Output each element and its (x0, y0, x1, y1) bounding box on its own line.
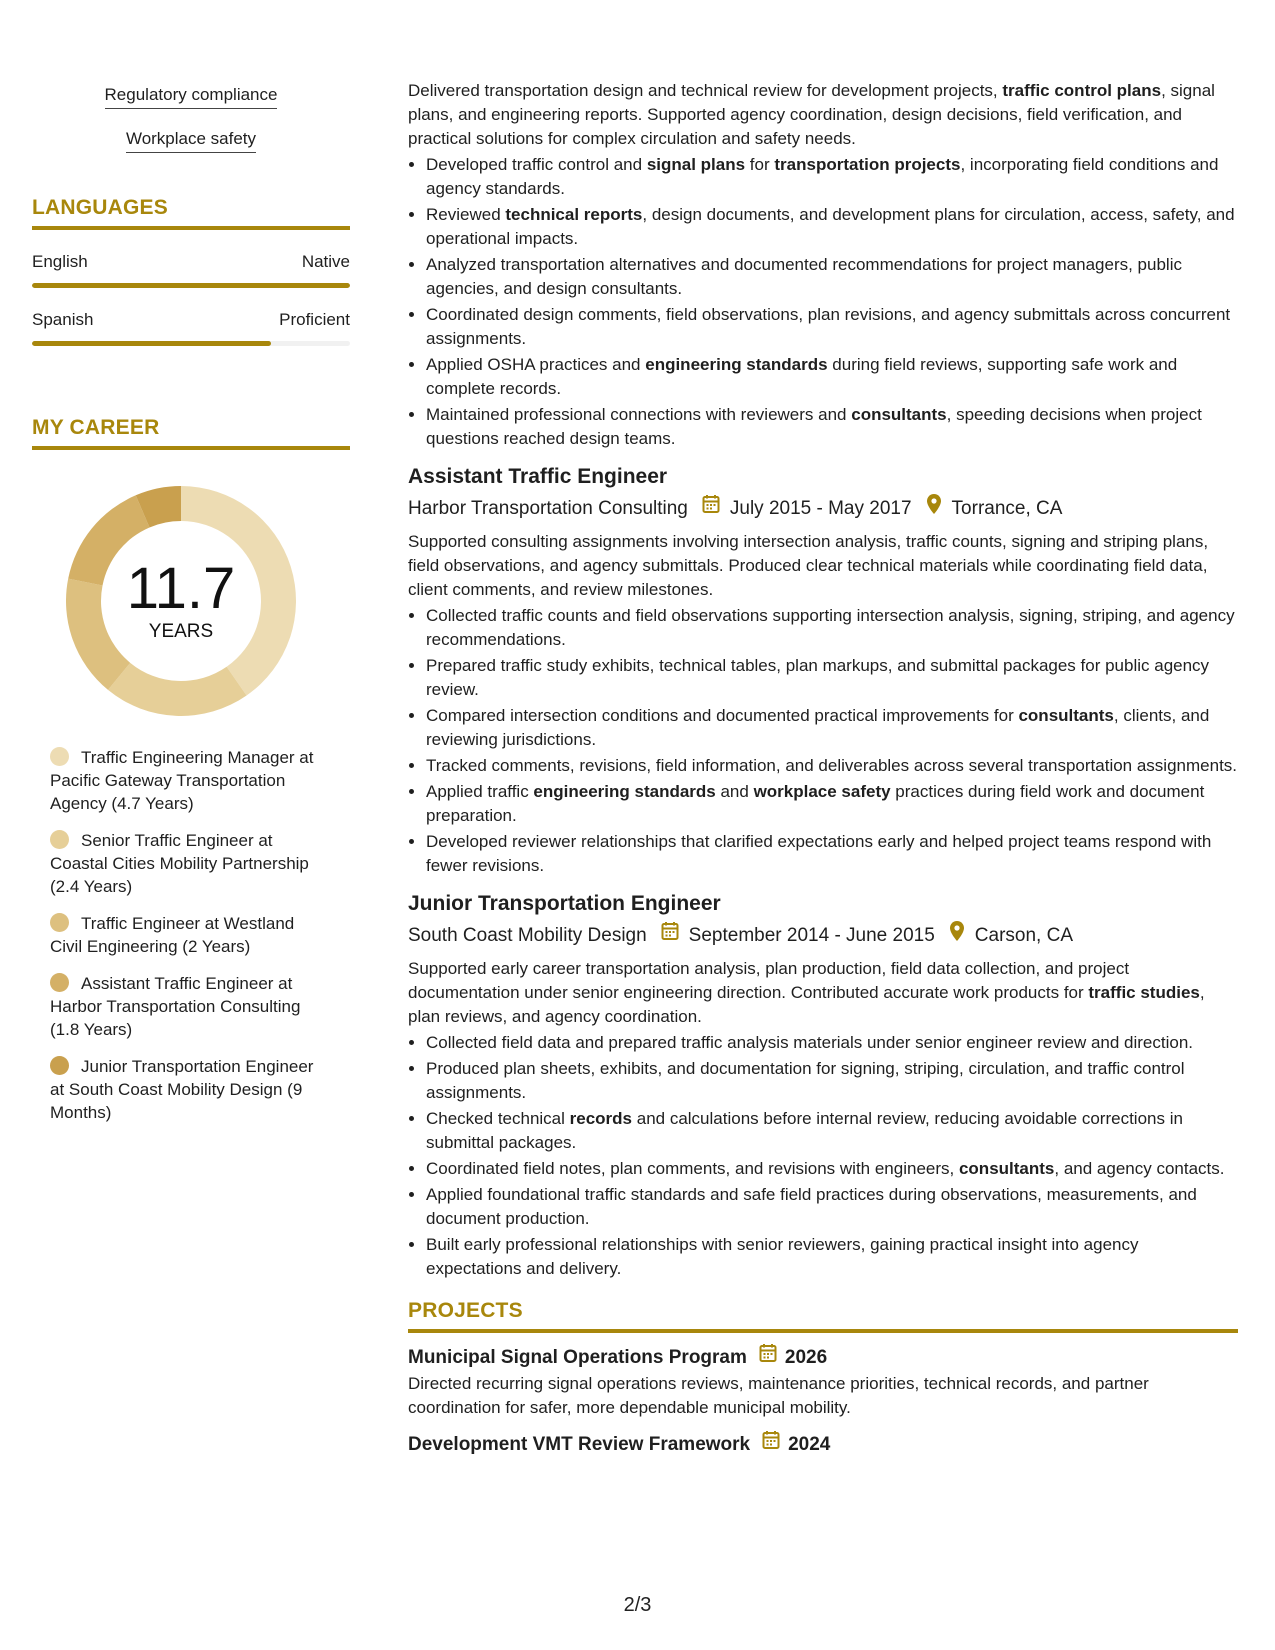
skills-list (32, 84, 350, 172)
project-item (408, 1430, 1238, 1459)
legend-label: Senior Traffic Engineer at Coastal Cities Mobility Partnership (2.4 Years) (50, 831, 309, 896)
career-legend-item (50, 912, 320, 958)
project-year: 2026 (784, 1346, 828, 1368)
career-legend-item (50, 1055, 320, 1124)
bullet-item: • Tracked comments, revisions, field information, and deliverables across several transportation assignments. (426, 754, 1238, 778)
language-spanish (32, 310, 350, 346)
language-level-bar (32, 341, 350, 346)
languages-heading: LANGUAGES (32, 196, 350, 230)
experience-item (408, 463, 1238, 878)
bullet-item: • Applied foundational traffic standards and safe field practices during observations, measurements, and document production. (426, 1183, 1238, 1231)
highlight-keyword: consultants (851, 405, 947, 424)
map-pin-icon (926, 493, 942, 524)
bullet-item: • Analyzed transportation alternatives and documented recommendations for project managers, public agencies, and design consultants. (426, 253, 1238, 301)
legend-label: Traffic Engineering Manager at Pacific Gateway Transportation Agency (4.7 Years) (50, 748, 314, 813)
job-location: Carson, CA (974, 924, 1073, 946)
role-summary: Delivered transportation design and technical review for development projects, traffic control plans, signal plans, and engineering reports. Supported agency coordination, design decisions, field verification, and practical solutions for complex circulation and safety needs. (408, 81, 1215, 148)
company-name: Harbor Transportation Consulting (408, 497, 688, 519)
project-description: Directed recurring signal operations reviews, maintenance priorities, technical records, and partner coordination for safer, more dependable municipal mobility. (408, 1374, 1149, 1417)
experience-item (408, 890, 1238, 1281)
main-content (408, 79, 1238, 1459)
bullet-item: • Applied OSHA practices and engineering standards during field reviews, supporting safe work and complete records. (426, 353, 1238, 401)
language-level-fill (32, 283, 350, 288)
career-total-unit: YEARS (148, 621, 214, 642)
job-meta (408, 493, 1238, 524)
career-donut-chart (66, 486, 296, 716)
experience-list (408, 463, 1238, 1281)
highlight-keyword: workplace safety (753, 782, 891, 801)
bullet-item: • Collected field data and prepared traffic analysis materials under senior engineer review and direction. (426, 1031, 1238, 1055)
job-bullets (408, 604, 1238, 878)
language-name: English (32, 252, 88, 271)
highlight-keyword: consultants (1018, 706, 1114, 725)
job-title: Junior Transportation Engineer (408, 892, 721, 915)
language-english (32, 252, 350, 288)
job-summary: Supported early career transportation analysis, plan production, field data collection, and project documentation under senior engineering direction. Contributed accurate work products for traffic studies, plan reviews, and agency coordination. (408, 959, 1205, 1026)
sidebar (32, 84, 350, 1138)
bullet-item: • Reviewed technical reports, design documents, and development plans for circulation, access, safety, and operational impacts. (426, 203, 1238, 251)
career-legend-item (50, 972, 320, 1041)
bullet-item: • Developed reviewer relationships that clarified expectations early and helped project teams respond with fewer revisions. (426, 830, 1238, 878)
highlight-keyword: signal plans (646, 155, 746, 174)
bullet-item: • Applied traffic engineering standards and workplace safety practices during field work and document preparation. (426, 780, 1238, 828)
career-legend-item (50, 746, 320, 815)
project-item (408, 1343, 1238, 1420)
bullet-item: • Checked technical records and calculations before internal review, reducing avoidable corrections in submittal packages. (426, 1107, 1238, 1155)
language-level: Native (301, 252, 350, 271)
legend-swatch (50, 830, 69, 849)
career-total-years: 11.7 (126, 556, 236, 621)
highlight-keyword: transportation projects (774, 155, 961, 174)
bullet-item: • Coordinated field notes, plan comments, and revisions with engineers, consultants, and agency contacts. (426, 1157, 1238, 1181)
project-name: Development VMT Review Framework (408, 1433, 751, 1455)
bullet-item: • Maintained professional connections with reviewers and consultants, speeding decisions when project questions reached design teams. (426, 403, 1238, 451)
career-heading: MY CAREER (32, 416, 350, 450)
legend-swatch (50, 747, 69, 766)
career-legend-item (50, 829, 320, 898)
bullet-item: • Built early professional relationships with senior reviewers, gaining practical insight into agency expectations and delivery. (426, 1233, 1238, 1281)
legend-swatch (50, 973, 69, 992)
bullet-item: • Collected traffic counts and field observations supporting intersection analysis, signing, striping, and agency recommendations. (426, 604, 1238, 652)
highlight-keyword: technical reports (505, 205, 643, 224)
company-name: South Coast Mobility Design (408, 924, 647, 946)
project-heading (408, 1430, 1238, 1459)
project-heading (408, 1343, 1238, 1372)
calendar-icon (661, 921, 679, 950)
job-bullets (408, 1031, 1238, 1281)
language-level: Proficient (279, 310, 350, 329)
legend-label: Assistant Traffic Engineer at Harbor Transportation Consulting (1.8 Years) (50, 974, 301, 1039)
highlight-keyword: engineering standards (645, 355, 828, 374)
legend-label: Junior Transportation Engineer at South Coast Mobility Design (9 Months) (50, 1057, 314, 1122)
map-pin-icon (949, 920, 965, 951)
bullet-item: • Coordinated design comments, field observations, plan revisions, and agency submittals across concurrent assignments. (426, 303, 1238, 351)
calendar-icon (759, 1343, 777, 1372)
role-bullets (408, 153, 1238, 451)
language-level-fill (32, 341, 271, 346)
bullet-item: • Produced plan sheets, exhibits, and documentation for signing, striping, circulation, and traffic control assignments. (426, 1057, 1238, 1105)
legend-label: Traffic Engineer at Westland Civil Engineering (2 Years) (50, 914, 295, 956)
legend-swatch (50, 913, 69, 932)
skill-item: Workplace safety (126, 128, 256, 153)
calendar-icon (702, 494, 720, 523)
job-dates: July 2015 - May 2017 (729, 497, 912, 519)
highlight-keyword: records (569, 1109, 633, 1128)
projects-list (408, 1343, 1238, 1459)
highlight-keyword: traffic studies (1088, 983, 1200, 1002)
bullet-item: • Compared intersection conditions and documented practical improvements for consultants, clients, and reviewing jurisdictions. (426, 704, 1238, 752)
language-level-bar (32, 283, 350, 288)
bullet-item: • Prepared traffic study exhibits, technical tables, plan markups, and submittal packages for public agency review. (426, 654, 1238, 702)
job-dates: September 2014 - June 2015 (688, 924, 935, 946)
job-summary: Supported consulting assignments involving intersection analysis, traffic counts, signing and striping plans, field observations, and agency submittals. Produced clear technical materials while coordinating field data, client comments, and review milestones. (408, 532, 1209, 599)
highlight-keyword: consultants (958, 1159, 1055, 1178)
project-name: Municipal Signal Operations Program (408, 1346, 747, 1368)
legend-swatch (50, 1056, 69, 1075)
career-legend (50, 746, 320, 1124)
job-meta (408, 920, 1238, 951)
highlight-keyword: engineering standards (533, 782, 716, 801)
job-title: Assistant Traffic Engineer (408, 465, 668, 488)
project-year: 2024 (788, 1433, 831, 1455)
highlight-keyword: traffic control plans (1002, 81, 1162, 100)
page-number: 2/3 (623, 1594, 652, 1616)
skill-item: Regulatory compliance (105, 84, 278, 109)
job-location: Torrance, CA (951, 497, 1063, 519)
projects-heading: PROJECTS (408, 1299, 1238, 1333)
bullet-item: • Developed traffic control and signal plans for transportation projects, incorporating field conditions and agency standards. (426, 153, 1238, 201)
calendar-icon (762, 1430, 780, 1459)
language-name: Spanish (32, 310, 94, 329)
